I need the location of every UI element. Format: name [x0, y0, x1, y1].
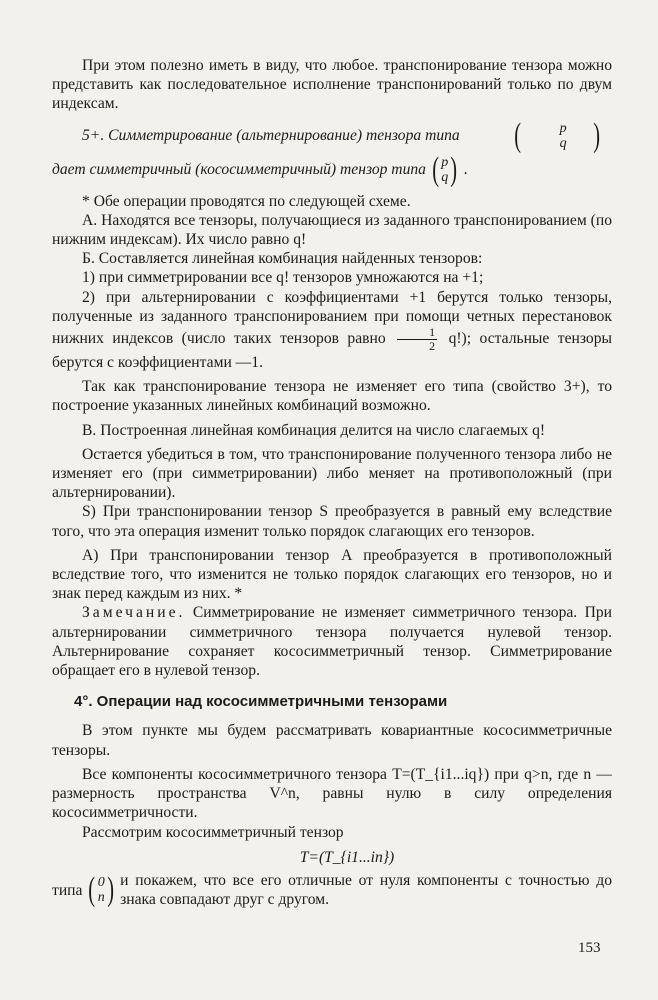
- paragraph-step-b: Б. Составляется линейная комбинация найденных тензоров:: [82, 250, 483, 268]
- type-0n-matrix: ( 0 n ): [88, 871, 114, 909]
- paragraph-intro: При этом полезно иметь в виду, что любое. транспонирование тензора можно представить как последовательное исполнение транспонирований только по двум индексам.: [52, 57, 612, 113]
- fraction-one-half: $\frac{1}{2}$: [397, 326, 437, 353]
- paragraph-4-2: Все компоненты кососимметричного тензора T=(T_{i1...iq}) при q>n, где n — размерность пространства V^n, равны нулю в силу определения кососимметричности.: [52, 765, 612, 822]
- paragraph-remains: Остается убедиться в том, что транспонирование полученного тензора либо не изменяет его (при симметрировании) либо меняет на противоположный (при альтернировании).: [52, 445, 612, 502]
- paragraph-case-a: A) При транспонировании тензор A преобразуется в противоположный вследствие того, что изменится не только порядок слагающих его тензоров, но и знак перед каждым из них. *: [52, 546, 612, 603]
- paragraph-4-1: В этом пункте мы будем рассматривать ковариантные кососимметричные тензоры.: [52, 722, 612, 759]
- paragraph-scheme: * Обе операции проводятся по следующей схеме.: [82, 192, 411, 210]
- paragraph-step-b1: 1) при симметрировании все q! тензоров умножаются на +1;: [82, 269, 484, 287]
- item5-text: 5+. Симметрирование (альтернирование) тензора типа: [82, 127, 460, 144]
- item5-text-2: дает симметричный (кососимметричный) тензор типа: [52, 161, 426, 178]
- item5-line: [52, 116, 612, 154]
- page-number: 153: [578, 940, 601, 956]
- paragraph-step-a: А. Находятся все тензоры, получающиеся из заданного транспонированием (по нижним индексам). Их число равно q!: [52, 211, 612, 249]
- type-pq-matrix-2: ( p q ): [432, 150, 458, 188]
- paragraph-4-3: Рассмотрим кососимметричный тензор: [82, 823, 344, 841]
- remark-label: Замечание.: [82, 604, 186, 622]
- paragraph-step-v: В. Построенная линейная комбинация делится на число слагаемых q!: [82, 421, 546, 439]
- paragraph-remark: Замечание. Симметрирование не изменяет симметричного тензора. При альтернировании симметричного тензора получается нулевой тензор. Альтернирование сохраняет кососимметричный тензор. Симметрирование обращает его в нулевой тензор.: [52, 604, 612, 680]
- paragraph-step-b2: 2) при альтернировании с коэффициентами +1 берутся только тензоры, полученные из заданного транспонированием при помощи четных перестановок нижних индексов (число таких тензоров равно $\frac{1}{2}$ q!); остальные тензоры берутся с коэффициентами —1.: [52, 288, 612, 372]
- section-heading-4: 4°. Операции над кососимметричными тензорами: [74, 693, 448, 711]
- page-body: [52, 56, 612, 909]
- paragraph-case-s: S) При транспонировании тензор S преобразуется в равный ему вследствие того, что эта операция изменит только порядок слагающих его тензоров.: [52, 503, 612, 540]
- item5-line2: дает симметричный (кососимметричный) тензор типа ( p q ) .: [52, 150, 468, 188]
- type-pq-matrix: ( p q ): [514, 116, 600, 154]
- paragraph-4-4-line: типа ( 0 n ) и покажем, что все его отличные от нуля компоненты с точностью до знака совпадают друг с другом.: [52, 871, 612, 909]
- formula-tensor: T=(T_{i1...in}): [299, 848, 395, 866]
- paragraph-since: Так как транспонирование тензора не изменяет его типа (свойство 3+), то построение указанных линейных комбинаций возможно.: [52, 378, 612, 415]
